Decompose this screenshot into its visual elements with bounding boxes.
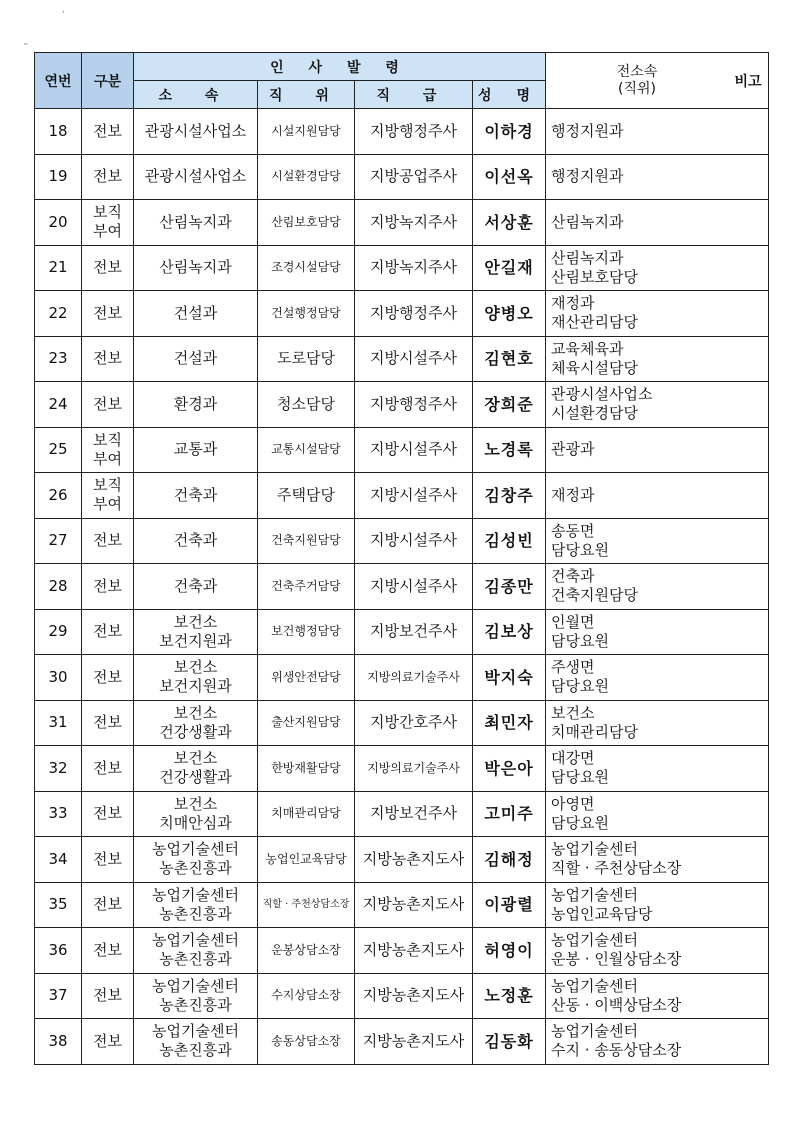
row-prev	[546, 291, 769, 337]
row-name: 서상훈	[473, 200, 546, 246]
row-dept	[134, 154, 258, 200]
table-row	[35, 746, 769, 792]
table-row	[35, 336, 769, 382]
row-no: 37	[35, 973, 82, 1019]
row-type	[82, 564, 134, 610]
row-no: 25	[35, 427, 82, 473]
row-dept-line: 보건소	[173, 612, 218, 631]
row-type-line: 전보	[93, 940, 122, 959]
row-duty: 조경시설담당	[258, 245, 355, 291]
row-name: 이선옥	[473, 154, 546, 200]
row-prev-line: 농업기술센터	[551, 840, 638, 859]
scan-mark: '	[62, 10, 65, 20]
row-type-line: 전보	[93, 622, 122, 641]
row-no: 33	[35, 791, 82, 837]
row-no: 26	[35, 473, 82, 519]
row-name: 박지숙	[473, 655, 546, 701]
row-name: 김창주	[473, 473, 546, 519]
row-prev	[546, 700, 769, 746]
table-row	[35, 518, 769, 564]
table-row	[35, 291, 769, 337]
row-dept-line: 산림녹지과	[159, 212, 232, 231]
row-grade: 지방시설주사	[355, 518, 473, 564]
row-no: 21	[35, 245, 82, 291]
row-grade: 지방농촌지도사	[355, 928, 473, 974]
row-dept-line: 건강생활과	[159, 722, 232, 741]
row-prev-line: 재산관리담당	[551, 313, 638, 332]
row-prev-line: 산림녹지과	[551, 212, 624, 231]
row-dept	[134, 245, 258, 291]
row-no: 24	[35, 382, 82, 428]
row-no: 29	[35, 609, 82, 655]
row-grade: 지방농촌지도사	[355, 837, 473, 883]
row-type	[82, 837, 134, 883]
row-dept	[134, 200, 258, 246]
row-dept	[134, 973, 258, 1019]
row-duty: 한방재활담당	[258, 746, 355, 792]
row-prev	[546, 473, 769, 519]
row-no: 23	[35, 336, 82, 382]
row-prev-line: 농업기술센터	[551, 976, 638, 995]
row-no: 28	[35, 564, 82, 610]
row-prev	[546, 609, 769, 655]
row-type-line: 전보	[93, 804, 122, 823]
row-name: 김종만	[473, 564, 546, 610]
row-name: 노정훈	[473, 973, 546, 1019]
row-type-line: 전보	[93, 303, 122, 322]
row-type	[82, 200, 134, 246]
row-prev-line: 행정지원과	[551, 121, 624, 140]
personnel-order-table	[34, 52, 769, 1065]
table-row	[35, 882, 769, 928]
row-prev-line: 송동면	[551, 521, 595, 540]
row-dept-line: 환경과	[173, 394, 218, 413]
row-prev	[546, 245, 769, 291]
row-dept-line: 농업기술센터	[152, 885, 239, 904]
table-row	[35, 382, 769, 428]
row-name: 안길재	[473, 245, 546, 291]
row-prev	[546, 564, 769, 610]
row-type	[82, 1019, 134, 1065]
row-duty: 수지상담소장	[258, 973, 355, 1019]
header-order: 인 사 발 령	[134, 53, 546, 81]
row-prev-line: 담당요원	[551, 540, 609, 559]
row-prev-line: 인월면	[551, 612, 595, 631]
row-type-line: 전보	[93, 895, 122, 914]
row-prev-line: 산동 · 이백상담소장	[551, 995, 682, 1014]
row-prev	[546, 427, 769, 473]
row-dept	[134, 518, 258, 564]
row-dept-line: 건축과	[173, 531, 218, 550]
row-dept-line: 건축과	[173, 576, 218, 595]
row-dept-line: 건설과	[173, 349, 218, 368]
row-prev-line: 시설환경담당	[551, 404, 638, 423]
row-prev-line: 농업기술센터	[551, 1022, 638, 1041]
row-duty: 산림보호담당	[258, 200, 355, 246]
row-dept-line: 농업기술센터	[152, 1022, 239, 1041]
row-type	[82, 700, 134, 746]
row-name: 장희준	[473, 382, 546, 428]
row-type-line: 보직	[93, 476, 122, 495]
row-grade: 지방행정주사	[355, 291, 473, 337]
row-name: 허영이	[473, 928, 546, 974]
table-row	[35, 427, 769, 473]
header-grade: 직 급	[355, 81, 473, 109]
table-row	[35, 109, 769, 155]
row-grade: 지방농촌지도사	[355, 882, 473, 928]
row-duty: 운봉상담소장	[258, 928, 355, 974]
row-dept	[134, 700, 258, 746]
row-type	[82, 655, 134, 701]
header-type: 구분	[82, 53, 134, 109]
row-type	[82, 609, 134, 655]
row-dept-line: 보건지원과	[159, 677, 232, 696]
row-duty: 송동상담소장	[258, 1019, 355, 1065]
row-prev	[546, 882, 769, 928]
row-no: 35	[35, 882, 82, 928]
row-type-line: 보직	[93, 203, 122, 222]
row-name: 이광렬	[473, 882, 546, 928]
row-grade: 지방시설주사	[355, 427, 473, 473]
row-prev	[546, 655, 769, 701]
header-duty: 직 위	[258, 81, 355, 109]
row-name: 이하경	[473, 109, 546, 155]
row-type-line: 전보	[93, 258, 122, 277]
row-no: 20	[35, 200, 82, 246]
header-no: 연번	[35, 53, 82, 109]
row-dept	[134, 609, 258, 655]
row-grade: 지방시설주사	[355, 473, 473, 519]
row-grade: 지방시설주사	[355, 336, 473, 382]
row-prev-line: 보건소	[551, 703, 595, 722]
row-type	[82, 473, 134, 519]
row-type-line: 전보	[93, 713, 122, 732]
row-prev-line: 직할 · 주천상담소장	[551, 859, 682, 878]
table-row	[35, 791, 769, 837]
row-type	[82, 518, 134, 564]
row-prev-line: 관광과	[551, 440, 595, 459]
row-dept	[134, 746, 258, 792]
row-type	[82, 336, 134, 382]
row-grade: 지방간호주사	[355, 700, 473, 746]
row-prev	[546, 382, 769, 428]
row-grade: 지방녹지주사	[355, 245, 473, 291]
row-dept-line: 관광시설사업소	[144, 167, 247, 186]
row-type	[82, 928, 134, 974]
row-type-line: 전보	[93, 1031, 122, 1050]
row-dept-line: 산림녹지과	[159, 258, 232, 277]
row-dept	[134, 336, 258, 382]
row-prev-line: 담당요원	[551, 677, 609, 696]
row-dept-line: 농촌진흥과	[159, 904, 232, 923]
row-dept-line: 건설과	[173, 303, 218, 322]
row-prev-line: 건축지원담당	[551, 586, 638, 605]
table-row	[35, 837, 769, 883]
row-dept-line: 건강생활과	[159, 768, 232, 787]
row-prev	[546, 336, 769, 382]
header-prev-line1: 전소속	[616, 63, 658, 80]
row-prev-line: 농업기술센터	[551, 885, 638, 904]
row-type-line: 전보	[93, 349, 122, 368]
row-name: 김해정	[473, 837, 546, 883]
row-dept-line: 농업기술센터	[152, 976, 239, 995]
row-type	[82, 109, 134, 155]
row-dept-line: 보건소	[173, 794, 218, 813]
row-prev-line: 산림녹지과	[551, 248, 624, 267]
row-dept	[134, 655, 258, 701]
row-prev	[546, 200, 769, 246]
row-type	[82, 154, 134, 200]
row-duty: 청소담당	[258, 382, 355, 428]
row-type-line: 부여	[93, 222, 122, 241]
row-dept-line: 치매안심과	[159, 813, 232, 832]
row-no: 32	[35, 746, 82, 792]
row-no: 30	[35, 655, 82, 701]
row-dept	[134, 109, 258, 155]
row-prev-line: 건축과	[551, 567, 595, 586]
row-prev	[546, 746, 769, 792]
row-dept	[134, 473, 258, 519]
row-duty: 교통시설담당	[258, 427, 355, 473]
row-dept-line: 농촌진흥과	[159, 1041, 232, 1060]
row-prev	[546, 154, 769, 200]
header-prev-line2: (직위)	[618, 80, 657, 97]
row-dept	[134, 928, 258, 974]
row-dept	[134, 837, 258, 883]
row-duty: 도로담당	[258, 336, 355, 382]
row-prev-line: 교육체육과	[551, 339, 624, 358]
row-prev	[546, 1019, 769, 1065]
row-type-line: 전보	[93, 667, 122, 686]
table-row	[35, 564, 769, 610]
row-duty: 농업인교육담당	[258, 837, 355, 883]
row-type-line: 보직	[93, 430, 122, 449]
row-prev-line: 재정과	[551, 294, 595, 313]
row-type	[82, 427, 134, 473]
row-prev	[546, 518, 769, 564]
row-prev	[546, 973, 769, 1019]
row-dept-line: 교통과	[173, 440, 218, 459]
row-duty: 건축지원담당	[258, 518, 355, 564]
row-grade: 지방공업주사	[355, 154, 473, 200]
row-no: 18	[35, 109, 82, 155]
row-duty: 건축주거담당	[258, 564, 355, 610]
table-row	[35, 609, 769, 655]
table-row	[35, 1019, 769, 1065]
header-note: 비고	[734, 73, 762, 90]
row-type	[82, 746, 134, 792]
row-type-line: 전보	[93, 121, 122, 140]
row-name: 최민자	[473, 700, 546, 746]
row-dept-line: 농촌진흥과	[159, 950, 232, 969]
row-dept-line: 보건소	[173, 703, 218, 722]
row-dept-line: 건축과	[173, 485, 218, 504]
row-dept-line: 농업기술센터	[152, 931, 239, 950]
row-prev	[546, 928, 769, 974]
row-prev-line: 운봉 · 인월상담소장	[551, 950, 682, 969]
row-grade: 지방의료기술주사	[355, 655, 473, 701]
row-dept	[134, 1019, 258, 1065]
row-type-line: 전보	[93, 576, 122, 595]
row-prev	[546, 837, 769, 883]
row-prev-line: 아영면	[551, 794, 595, 813]
row-grade: 지방행정주사	[355, 109, 473, 155]
row-grade: 지방시설주사	[355, 564, 473, 610]
row-dept-line: 보건소	[173, 749, 218, 768]
row-prev-line: 농업인교육담당	[551, 904, 653, 923]
table-row	[35, 245, 769, 291]
header-dept: 소 속	[134, 81, 258, 109]
row-dept	[134, 791, 258, 837]
row-name: 고미주	[473, 791, 546, 837]
table-row	[35, 928, 769, 974]
row-name: 김성빈	[473, 518, 546, 564]
row-name: 노경록	[473, 427, 546, 473]
table-row	[35, 700, 769, 746]
row-grade: 지방의료기술주사	[355, 746, 473, 792]
row-no: 31	[35, 700, 82, 746]
row-name: 박은아	[473, 746, 546, 792]
row-prev-line: 관광시설사업소	[551, 385, 653, 404]
row-duty: 건설행정담당	[258, 291, 355, 337]
row-grade: 지방보건주사	[355, 609, 473, 655]
row-type	[82, 291, 134, 337]
table-row	[35, 973, 769, 1019]
row-type-line: 부여	[93, 449, 122, 468]
row-duty: 주택담당	[258, 473, 355, 519]
row-dept-line: 농촌진흥과	[159, 859, 232, 878]
row-prev-line: 농업기술센터	[551, 931, 638, 950]
row-no: 22	[35, 291, 82, 337]
row-dept-line: 농업기술센터	[152, 840, 239, 859]
row-name: 김현호	[473, 336, 546, 382]
row-dept	[134, 882, 258, 928]
row-type-line: 전보	[93, 849, 122, 868]
row-no: 19	[35, 154, 82, 200]
header-name: 성 명	[473, 81, 546, 109]
row-prev-line: 산림보호담당	[551, 267, 638, 286]
table-row	[35, 200, 769, 246]
row-type-line: 전보	[93, 394, 122, 413]
row-prev-line: 담당요원	[551, 768, 609, 787]
row-prev-line: 주생면	[551, 658, 595, 677]
row-prev-line: 재정과	[551, 485, 595, 504]
row-dept	[134, 291, 258, 337]
row-prev	[546, 791, 769, 837]
row-type-line: 부여	[93, 495, 122, 514]
row-name: 김동화	[473, 1019, 546, 1065]
row-dept-line: 보건지원과	[159, 631, 232, 650]
row-type-line: 전보	[93, 167, 122, 186]
row-name: 양병오	[473, 291, 546, 337]
header-prev	[546, 53, 769, 109]
row-duty: 시설지원담당	[258, 109, 355, 155]
row-type-line: 전보	[93, 531, 122, 550]
row-prev-line: 담당요원	[551, 813, 609, 832]
row-duty: 직할 · 주천상담소장	[258, 882, 355, 928]
row-type-line: 전보	[93, 758, 122, 777]
row-duty: 위생안전담당	[258, 655, 355, 701]
row-type	[82, 382, 134, 428]
row-prev	[546, 109, 769, 155]
row-grade: 지방농촌지도사	[355, 1019, 473, 1065]
row-type-line: 전보	[93, 986, 122, 1005]
row-grade: 지방행정주사	[355, 382, 473, 428]
row-grade: 지방녹지주사	[355, 200, 473, 246]
row-grade: 지방농촌지도사	[355, 973, 473, 1019]
table-row	[35, 473, 769, 519]
row-no: 36	[35, 928, 82, 974]
row-type	[82, 791, 134, 837]
row-no: 27	[35, 518, 82, 564]
row-dept-line: 보건소	[173, 658, 218, 677]
row-type	[82, 882, 134, 928]
row-no: 34	[35, 837, 82, 883]
row-prev-line: 행정지원과	[551, 167, 624, 186]
row-duty: 치매관리담당	[258, 791, 355, 837]
row-duty: 시설환경담당	[258, 154, 355, 200]
row-duty: 출산지원담당	[258, 700, 355, 746]
row-type	[82, 245, 134, 291]
table-row	[35, 154, 769, 200]
row-dept	[134, 564, 258, 610]
row-name: 김보상	[473, 609, 546, 655]
row-no: 38	[35, 1019, 82, 1065]
row-dept-line: 관광시설사업소	[144, 121, 247, 140]
row-dept-line: 농촌진흥과	[159, 995, 232, 1014]
row-prev-line: 대강면	[551, 749, 595, 768]
table-row	[35, 655, 769, 701]
row-prev-line: 치매관리담당	[551, 722, 638, 741]
scan-mark: ⌄	[22, 38, 30, 48]
row-type	[82, 973, 134, 1019]
row-duty: 보건행정담당	[258, 609, 355, 655]
row-prev-line: 담당요원	[551, 631, 609, 650]
row-dept	[134, 427, 258, 473]
row-grade: 지방보건주사	[355, 791, 473, 837]
row-dept	[134, 382, 258, 428]
row-prev-line: 수지 · 송동상담소장	[551, 1041, 682, 1060]
row-prev-line: 체육시설담당	[551, 358, 638, 377]
